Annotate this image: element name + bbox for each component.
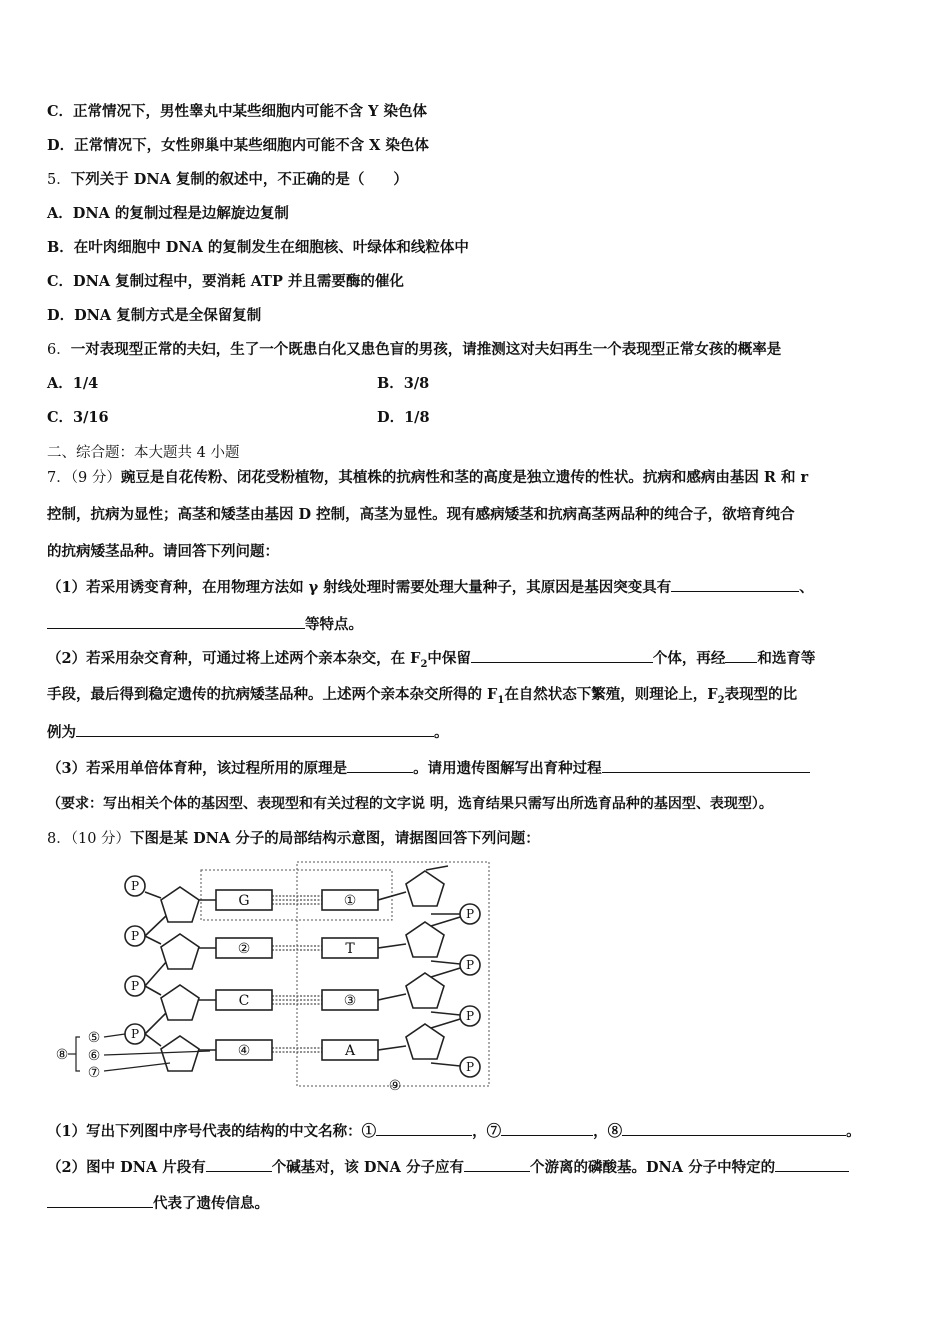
option-5c: C．DNA 复制过程中，要消耗 ATP 并且需要酶的催化 — [47, 273, 404, 290]
phosphate-label: P — [465, 907, 475, 921]
base-label: ② — [237, 941, 251, 957]
part-text: 个游离的磷酸基。DNA 分子中特定的 — [529, 1159, 776, 1176]
question-text: 豌豆是自花传粉、闭花受粉植物，其植株的抗病性和茎的高度是独立遗传的性状。抗病和感病由基因 R 和 r — [120, 469, 809, 486]
answer-blank[interactable] — [76, 722, 434, 737]
question-number: 7． — [47, 470, 71, 486]
part-text: 和选育等 — [757, 650, 816, 667]
question-text: 一对表现型正常的夫妇，生了一个既患白化又患色盲的男孩，请推测这对夫妇再生一个表现型正常女孩的概率是 — [70, 341, 782, 358]
question-score: （10 分） — [70, 831, 131, 847]
part-text: 。 — [846, 1123, 861, 1140]
option-6d: D．1/8 — [377, 409, 430, 426]
question-number: 6． — [47, 342, 71, 358]
base-label: C — [238, 993, 250, 1009]
part-text: （1）写出下列图中序号代表的结构的中文名称：① — [47, 1123, 377, 1140]
part-text: （3）若采用单倍体育种，该过程所用的原理是 — [47, 760, 348, 777]
phosphate-label: P — [130, 1027, 140, 1041]
part-text: ，⑦ — [472, 1123, 502, 1140]
part-text: 。 — [434, 724, 449, 741]
part-text: 手段，最后得到稳定遗传的抗病矮茎品种。上述两个亲本杂交所得的 F — [47, 686, 498, 703]
deoxyribose-icon — [161, 887, 199, 922]
subscript: 1 — [497, 694, 505, 706]
question-7-part-3-req: （要求：写出相关个体的基因型、表现型和有关过程的文字说 明，选育结果只需写出所选育品种的基因型、表现型）。 — [47, 796, 773, 812]
answer-blank[interactable] — [206, 1157, 272, 1172]
left-backbone — [145, 892, 167, 1046]
question-7-part-1-cont — [47, 614, 363, 635]
question-7-line-1 — [47, 468, 808, 488]
subscript: 2 — [717, 694, 725, 706]
part-text: （2）若采用杂交育种，可通过将上述两个亲本杂交，在 F — [47, 650, 421, 667]
answer-blank[interactable] — [602, 758, 810, 773]
question-7-line-2: 控制，抗病为显性；高茎和矮茎由基因 D 控制，高茎为显性。现有感病矮茎和抗病高茎两品种的纯合子，欲培育纯合 — [47, 506, 795, 523]
option-6c: C．3/16 — [47, 409, 109, 426]
phosphate-label: P — [465, 1060, 475, 1074]
part-text: 等特点。 — [305, 616, 363, 633]
base-label: G — [238, 893, 250, 909]
phosphate-label: P — [465, 1009, 475, 1023]
base-label: ④ — [237, 1043, 251, 1059]
question-number: 8． — [47, 831, 71, 847]
base-label: ③ — [343, 993, 357, 1009]
phosphate-label: P — [465, 958, 475, 972]
answer-blank[interactable] — [376, 1121, 472, 1136]
question-7-part-2 — [47, 648, 815, 675]
question-7-part-2-cont — [47, 685, 797, 711]
option-4c: C．正常情况下，男性睾丸中某些细胞内可能不含 Y 染色体 — [47, 103, 427, 120]
question-7-part-2-end — [47, 722, 449, 743]
question-number: 5． — [47, 172, 71, 188]
part-text: 中保留 — [427, 650, 471, 667]
question-8 — [47, 829, 540, 849]
part-text: 例为 — [47, 724, 76, 741]
deoxyribose-icon — [161, 985, 199, 1020]
part-text: 代表了遗传信息。 — [153, 1195, 269, 1212]
answer-blank[interactable] — [671, 577, 799, 592]
label-8: ⑧ — [55, 1047, 69, 1063]
option-5b: B．在叶肉细胞中 DNA 的复制发生在细胞核、叶绿体和线粒体中 — [47, 239, 469, 256]
question-score: （9 分） — [70, 470, 121, 486]
deoxyribose-icon — [161, 934, 199, 969]
deoxyribose-icon — [406, 1024, 444, 1059]
option-6b: B．3/8 — [377, 375, 430, 392]
part-text: 在自然状态下繁殖，则理论上，F — [504, 686, 718, 703]
answer-blank[interactable] — [47, 1193, 153, 1208]
base-label: ① — [343, 893, 357, 909]
option-5a: A．DNA 的复制过程是边解旋边复制 — [47, 205, 289, 222]
part-text: 表现型的比 — [724, 686, 798, 703]
answer-blank[interactable] — [347, 758, 413, 773]
label-7: ⑦ — [87, 1065, 101, 1081]
section-heading: 二、综合题：本大题共 4 小题 — [47, 445, 240, 461]
label-5: ⑤ — [87, 1030, 101, 1046]
base-label: T — [345, 941, 355, 957]
question-8-part-1 — [47, 1121, 861, 1142]
question-7-part-3 — [47, 758, 810, 779]
part-text: 。请用遗传图解写出育种过程 — [413, 760, 602, 777]
deoxyribose-icon — [161, 1036, 199, 1071]
phosphate-label: P — [130, 879, 140, 893]
answer-blank[interactable] — [622, 1121, 846, 1136]
question-8-part-2-cont — [47, 1193, 269, 1214]
glycosidic-bonds — [199, 892, 406, 1050]
label-9: ⑨ — [388, 1078, 402, 1092]
question-7-line-3: 的抗病矮茎品种。请回答下列问题： — [47, 543, 279, 560]
label-6: ⑥ — [87, 1048, 101, 1064]
deoxyribose-icon — [406, 871, 444, 906]
question-text: 下列关于 DNA 复制的叙述中，不正确的是（ ） — [70, 171, 408, 188]
option-4d: D．正常情况下，女性卵巢中某些细胞内可能不含 X 染色体 — [47, 137, 429, 154]
question-7-part-1 — [47, 577, 814, 598]
answer-blank[interactable] — [725, 648, 757, 663]
option-6a: A．1/4 — [47, 375, 99, 392]
subscript: 2 — [420, 658, 428, 670]
answer-blank[interactable] — [47, 614, 305, 629]
phosphate-label: P — [130, 929, 140, 943]
answer-blank[interactable] — [464, 1157, 530, 1172]
part-text: 个体，再经 — [652, 650, 726, 667]
phosphate-label: P — [130, 979, 140, 993]
dna-structure-diagram — [50, 858, 500, 1092]
part-text: ，⑧ — [593, 1123, 623, 1140]
answer-blank[interactable] — [471, 648, 653, 663]
deoxyribose-icon — [406, 973, 444, 1008]
part-text: 、 — [799, 579, 814, 596]
question-6 — [47, 340, 781, 360]
question-5 — [47, 170, 408, 190]
question-text: 下图是某 DNA 分子的局部结构示意图，请据图回答下列问题： — [130, 830, 540, 847]
question-8-part-2 — [47, 1157, 849, 1178]
part-text: （1）若采用诱变育种，在用物理方法如 γ 射线处理时需要处理大量种子，其原因是基因突变具有 — [47, 579, 672, 596]
answer-blank[interactable] — [501, 1121, 593, 1136]
part-text: （2）图中 DNA 片段有 — [47, 1159, 206, 1176]
deoxyribose-icon — [406, 922, 444, 957]
base-label: A — [344, 1043, 356, 1059]
answer-blank[interactable] — [775, 1157, 849, 1172]
option-5d: D．DNA 复制方式是全保留复制 — [47, 307, 262, 324]
part-text: 个碱基对，该 DNA 分子应有 — [271, 1159, 464, 1176]
